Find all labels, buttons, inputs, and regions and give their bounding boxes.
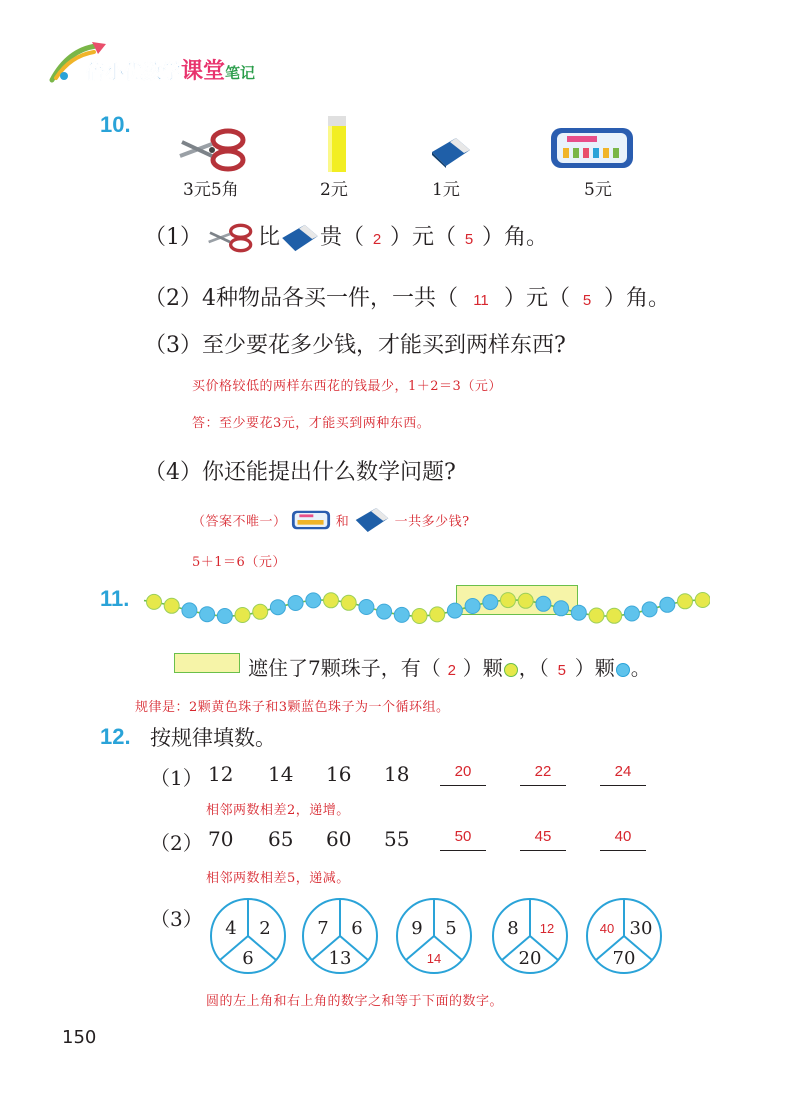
- answer-blank: 22: [520, 763, 566, 786]
- number-circle: [490, 896, 570, 976]
- q12-title: 按规律填数。: [150, 726, 276, 750]
- price-pencil-case: 5元: [584, 180, 612, 200]
- yellow-bead-icon: [503, 662, 519, 678]
- answer: 2: [447, 662, 456, 679]
- price-eraser: 1元: [432, 180, 460, 200]
- note-line: 买价格较低的两样东西花的钱最少，1＋2＝3（元）: [192, 379, 502, 394]
- sequence-number: 14: [268, 762, 294, 786]
- answer: 2: [372, 231, 382, 248]
- eraser-icon: [354, 506, 390, 534]
- number-circle: [584, 896, 664, 976]
- yellow-bead: [518, 593, 533, 608]
- number-circle: [300, 896, 380, 976]
- scissors-icon: [202, 222, 258, 254]
- yellow-bead: [589, 608, 604, 623]
- note-line: 圆的左上角和右上角的数字之和等于下面的数字。: [206, 994, 504, 1009]
- sequence-number: 18: [384, 762, 410, 786]
- q12-row1-label: （1）: [150, 766, 203, 790]
- blue-bead: [377, 604, 392, 619]
- blue-bead: [359, 600, 374, 615]
- price-glue: 2元: [320, 180, 348, 200]
- circle-number: 6: [351, 918, 363, 939]
- blue-bead: [465, 599, 480, 614]
- blue-bead: [642, 602, 657, 617]
- blue-bead: [217, 609, 232, 624]
- yellow-bead: [341, 595, 356, 610]
- glue-stick-icon: [325, 116, 349, 172]
- blue-bead: [483, 595, 498, 610]
- answer: 11: [473, 292, 489, 309]
- yellow-bead: [695, 593, 710, 608]
- note-line: 规律是：2颗黄色珠子和3颗蓝色珠子为一个循环组。: [135, 700, 450, 715]
- blue-bead: [571, 605, 586, 620]
- logo-text-main: 倍小优数学: [86, 61, 182, 83]
- circle-number: 2: [259, 918, 271, 939]
- circle-number: 20: [518, 948, 542, 969]
- note-line: 答：至少要花3元，才能买到两种东西。: [192, 416, 431, 431]
- yellow-bead: [412, 609, 427, 624]
- pencil-case-icon: [549, 124, 635, 172]
- answer-blank: 24: [600, 763, 646, 786]
- q10-part4: （4）你还能提出什么数学问题?: [144, 460, 456, 485]
- yellow-bead: [607, 608, 622, 623]
- answer: 5: [464, 231, 474, 248]
- bead-string: [140, 580, 710, 630]
- blue-bead: [270, 600, 285, 615]
- circle-number: 13: [328, 948, 352, 969]
- q10-part1: （1） 比 贵（ 2 ）元（ 5 ）角。: [144, 220, 548, 250]
- page-number: 150: [62, 1027, 97, 1048]
- q12-row2-label: （2）: [150, 831, 203, 855]
- header-logo: [48, 40, 308, 88]
- circle-number: 4: [225, 918, 237, 939]
- yellow-bead: [164, 598, 179, 613]
- yellow-bead: [253, 604, 268, 619]
- scissors-icon: [176, 126, 248, 174]
- answer-blank: 50: [440, 828, 486, 851]
- blue-bead: [447, 603, 462, 618]
- sequence-number: 12: [208, 762, 234, 786]
- price-scissors: 3元5角: [183, 180, 239, 200]
- blue-bead: [536, 596, 551, 611]
- sequence-number: 65: [268, 827, 294, 851]
- question-number-12: 12.: [100, 724, 131, 749]
- blue-bead: [306, 593, 321, 608]
- blue-bead: [182, 603, 197, 618]
- blue-bead: [288, 596, 303, 611]
- circle-answer: 40: [599, 921, 615, 936]
- blue-bead: [624, 606, 639, 621]
- circle-answer: 12: [539, 921, 555, 936]
- answer-blank: 40: [600, 828, 646, 851]
- eraser-icon: [430, 136, 472, 168]
- sequence-number: 55: [384, 827, 410, 851]
- number-circle: [394, 896, 474, 976]
- sequence-number: 70: [208, 827, 234, 851]
- circle-answer: 14: [426, 951, 442, 966]
- yellow-bead: [324, 593, 339, 608]
- q12-row3-label: （3）: [150, 907, 203, 931]
- circle-number: 5: [445, 918, 457, 939]
- note-line: （答案不唯一） 和 一共多少钱?: [192, 506, 470, 536]
- circle-number: 9: [411, 918, 423, 939]
- circle-number: 8: [507, 918, 519, 939]
- answer: 5: [582, 292, 592, 309]
- yellow-bead: [678, 594, 693, 609]
- logo-text-notes: 笔记: [225, 64, 256, 82]
- question-number-10: 10.: [100, 112, 131, 137]
- note-line: 相邻两数相差2，递增。: [206, 803, 350, 818]
- eraser-icon: [280, 223, 320, 253]
- blue-bead: [554, 601, 569, 616]
- note-line: 5＋1＝6（元）: [192, 555, 286, 570]
- logo-text-class: 课堂: [181, 59, 226, 84]
- answer-blank: 20: [440, 763, 486, 786]
- blue-bead-icon: [615, 662, 631, 678]
- sequence-number: 60: [326, 827, 352, 851]
- pencil-case-icon: [291, 507, 331, 533]
- circle-number: 70: [612, 948, 636, 969]
- yellow-bead: [501, 593, 516, 608]
- part-label: （1）: [144, 225, 202, 250]
- circle-number: 6: [242, 948, 254, 969]
- circle-number: 30: [629, 918, 653, 939]
- yellow-bead: [430, 607, 445, 622]
- q11-question: 遮住了7颗珠子，有（ 2 ）颗 ，（ 5 ）颗 。: [248, 656, 651, 680]
- question-number-11: 11.: [100, 586, 130, 611]
- note-line: 相邻两数相差5，递减。: [206, 871, 350, 886]
- blue-bead: [200, 607, 215, 622]
- sequence-number: 16: [326, 762, 352, 786]
- circle-number: 7: [317, 918, 329, 939]
- yellow-bead: [235, 608, 250, 623]
- blue-bead: [660, 597, 675, 612]
- cover-legend-box: [174, 653, 240, 673]
- q10-part3: （3）至少要花多少钱，才能买到两样东西?: [144, 333, 566, 358]
- answer-blank: 45: [520, 828, 566, 851]
- yellow-bead: [147, 594, 162, 609]
- answer: 5: [557, 662, 566, 679]
- number-circle: [208, 896, 288, 976]
- blue-bead: [394, 607, 409, 622]
- q10-part2: （2）4种物品各买一件，一共（ 11 ）元（ 5 ）角。: [144, 286, 671, 311]
